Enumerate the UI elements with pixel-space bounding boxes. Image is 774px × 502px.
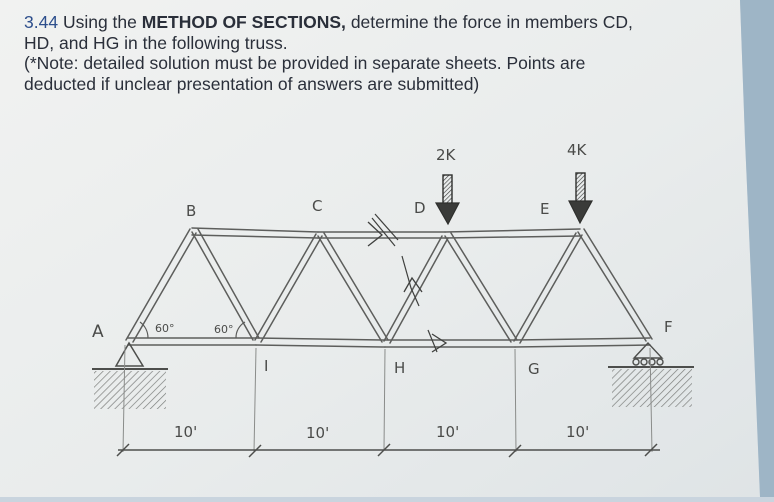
angle-label-a: 60°: [155, 322, 175, 335]
question-line-1: [24, 12, 724, 33]
question-number: 3.44: [24, 12, 59, 32]
question-note-line-1: (*Note: detailed solution must be provided in separate sheets. Points are: [24, 53, 586, 73]
span-label-3: 10': [436, 423, 460, 441]
question-text: [24, 12, 724, 94]
joint-label-h: H: [394, 359, 406, 377]
question-note-line-2: deducted if unclear presentation of answers are submitted): [24, 73, 480, 94]
angle-label-i: 60°: [214, 323, 234, 336]
question-intro: Using the: [62, 12, 137, 32]
joint-label-i: I: [264, 357, 269, 375]
joint-label-b: B: [186, 202, 197, 220]
question-line-1-rest: determine the force in members CD,: [350, 12, 633, 32]
joint-label-a: A: [92, 322, 104, 342]
joint-label-c: C: [312, 197, 323, 215]
span-label-4: 10': [566, 423, 590, 441]
load-label-d: 2K: [436, 146, 456, 164]
question-method: METHOD OF SECTIONS,: [141, 12, 346, 32]
joint-label-g: G: [528, 360, 540, 378]
span-label-2: 10': [306, 424, 330, 442]
question-line-2: HD, and HG in the following truss.: [24, 32, 288, 53]
load-label-e: 4K: [567, 141, 587, 159]
joint-label-e: E: [540, 200, 550, 218]
joint-label-f: F: [664, 318, 673, 336]
joint-label-d: D: [414, 199, 426, 217]
span-label-1: 10': [174, 423, 198, 441]
